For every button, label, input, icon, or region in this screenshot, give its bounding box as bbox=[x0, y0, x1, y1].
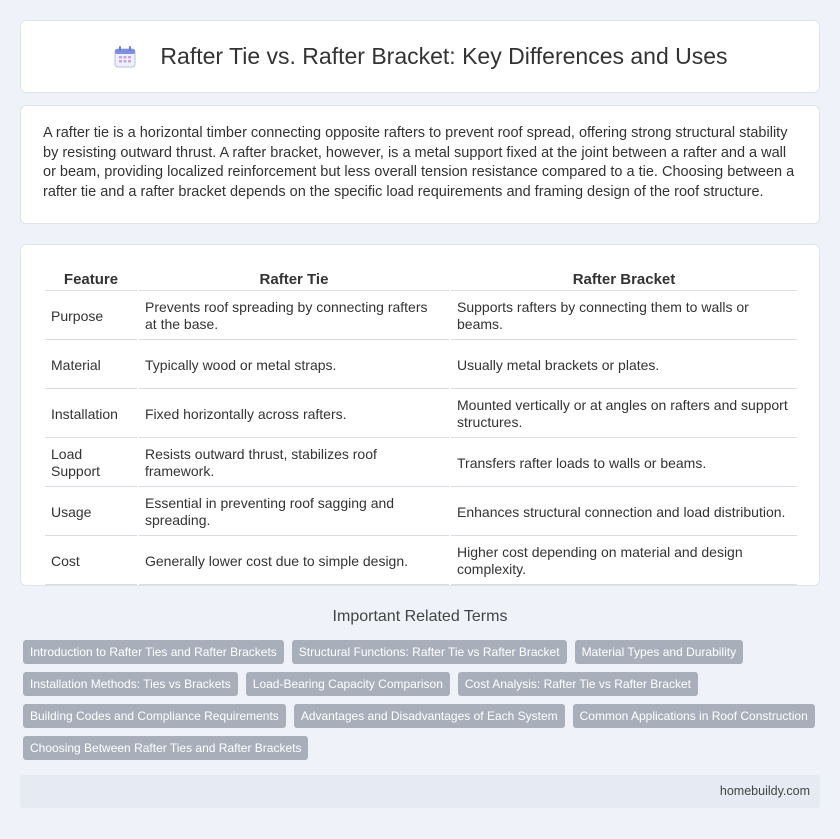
feature-cell: Usage bbox=[45, 489, 137, 536]
rafter-tie-cell: Typically wood or metal straps. bbox=[139, 342, 449, 389]
table-header-row bbox=[45, 267, 797, 291]
related-term-tag[interactable]: Advantages and Disadvantages of Each System bbox=[294, 704, 565, 728]
rafter-bracket-cell: Higher cost depending on material and design complexity. bbox=[451, 538, 797, 585]
rafter-tie-cell: Prevents roof spreading by connecting rafters at the base. bbox=[139, 293, 449, 340]
related-term-tag[interactable]: Common Applications in Roof Construction bbox=[573, 704, 815, 728]
rafter-bracket-cell: Supports rafters by connecting them to walls or beams. bbox=[451, 293, 797, 340]
related-term-tag[interactable]: Building Codes and Compliance Requirements bbox=[23, 704, 286, 728]
header-rafter-tie: Rafter Tie bbox=[139, 267, 449, 291]
intro-card bbox=[20, 105, 820, 224]
related-term-tag[interactable]: Structural Functions: Rafter Tie vs Rafter Bracket bbox=[292, 640, 567, 664]
table-row bbox=[45, 342, 797, 389]
feature-cell: Installation bbox=[45, 391, 137, 438]
table-row bbox=[45, 489, 797, 536]
header-rafter-bracket: Rafter Bracket bbox=[451, 267, 797, 291]
related-terms-tags bbox=[23, 640, 823, 760]
rafter-tie-cell: Resists outward thrust, stabilizes roof framework. bbox=[139, 440, 449, 487]
feature-cell: Load Support bbox=[45, 440, 137, 487]
related-term-tag[interactable]: Cost Analysis: Rafter Tie vs Rafter Bracket bbox=[458, 672, 698, 696]
rafter-bracket-cell: Enhances structural connection and load distribution. bbox=[451, 489, 797, 536]
rafter-bracket-cell: Usually metal brackets or plates. bbox=[451, 342, 797, 389]
rafter-bracket-cell: Transfers rafter loads to walls or beams. bbox=[451, 440, 797, 487]
related-term-tag[interactable]: Choosing Between Rafter Ties and Rafter Brackets bbox=[23, 736, 308, 760]
related-term-tag[interactable]: Material Types and Durability bbox=[575, 640, 744, 664]
feature-cell: Cost bbox=[45, 538, 137, 585]
related-term-tag[interactable]: Load-Bearing Capacity Comparison bbox=[246, 672, 450, 696]
page-title: Rafter Tie vs. Rafter Bracket: Key Differences and Uses bbox=[160, 43, 728, 69]
rafter-tie-cell: Generally lower cost due to simple design. bbox=[139, 538, 449, 585]
comparison-table bbox=[43, 265, 799, 587]
header-feature: Feature bbox=[45, 267, 137, 291]
related-term-tag[interactable]: Introduction to Rafter Ties and Rafter Brackets bbox=[23, 640, 284, 664]
table-row bbox=[45, 440, 797, 487]
rafter-bracket-cell: Mounted vertically or at angles on rafters and support structures. bbox=[451, 391, 797, 438]
rafter-tie-cell: Essential in preventing roof sagging and spreading. bbox=[139, 489, 449, 536]
table-row bbox=[45, 538, 797, 585]
title-card bbox=[20, 20, 820, 93]
intro-text: A rafter tie is a horizontal timber connecting opposite rafters to prevent roof spread, offering strong structural stability by resisting outward thrust. A rafter bracket, however, is a metal support fixed at the joint between a rafter and a wall or beam, providing localized reinforcement but less overall tension resistance compared to a tie. Choosing between a rafter tie and a rafter bracket depends on the specific load requirements and framing design of the roof structure. bbox=[43, 125, 795, 200]
footer bbox=[20, 775, 820, 808]
calendar-icon bbox=[112, 44, 138, 70]
comparison-card bbox=[20, 244, 820, 586]
table-row bbox=[45, 293, 797, 340]
related-term-tag[interactable]: Installation Methods: Ties vs Brackets bbox=[23, 672, 238, 696]
rafter-tie-cell: Fixed horizontally across rafters. bbox=[139, 391, 449, 438]
feature-cell: Material bbox=[45, 342, 137, 389]
feature-cell: Purpose bbox=[45, 293, 137, 340]
footer-site-link[interactable]: homebuildy.com bbox=[719, 784, 810, 798]
table-row bbox=[45, 391, 797, 438]
related-terms-title: Important Related Terms bbox=[332, 608, 508, 625]
